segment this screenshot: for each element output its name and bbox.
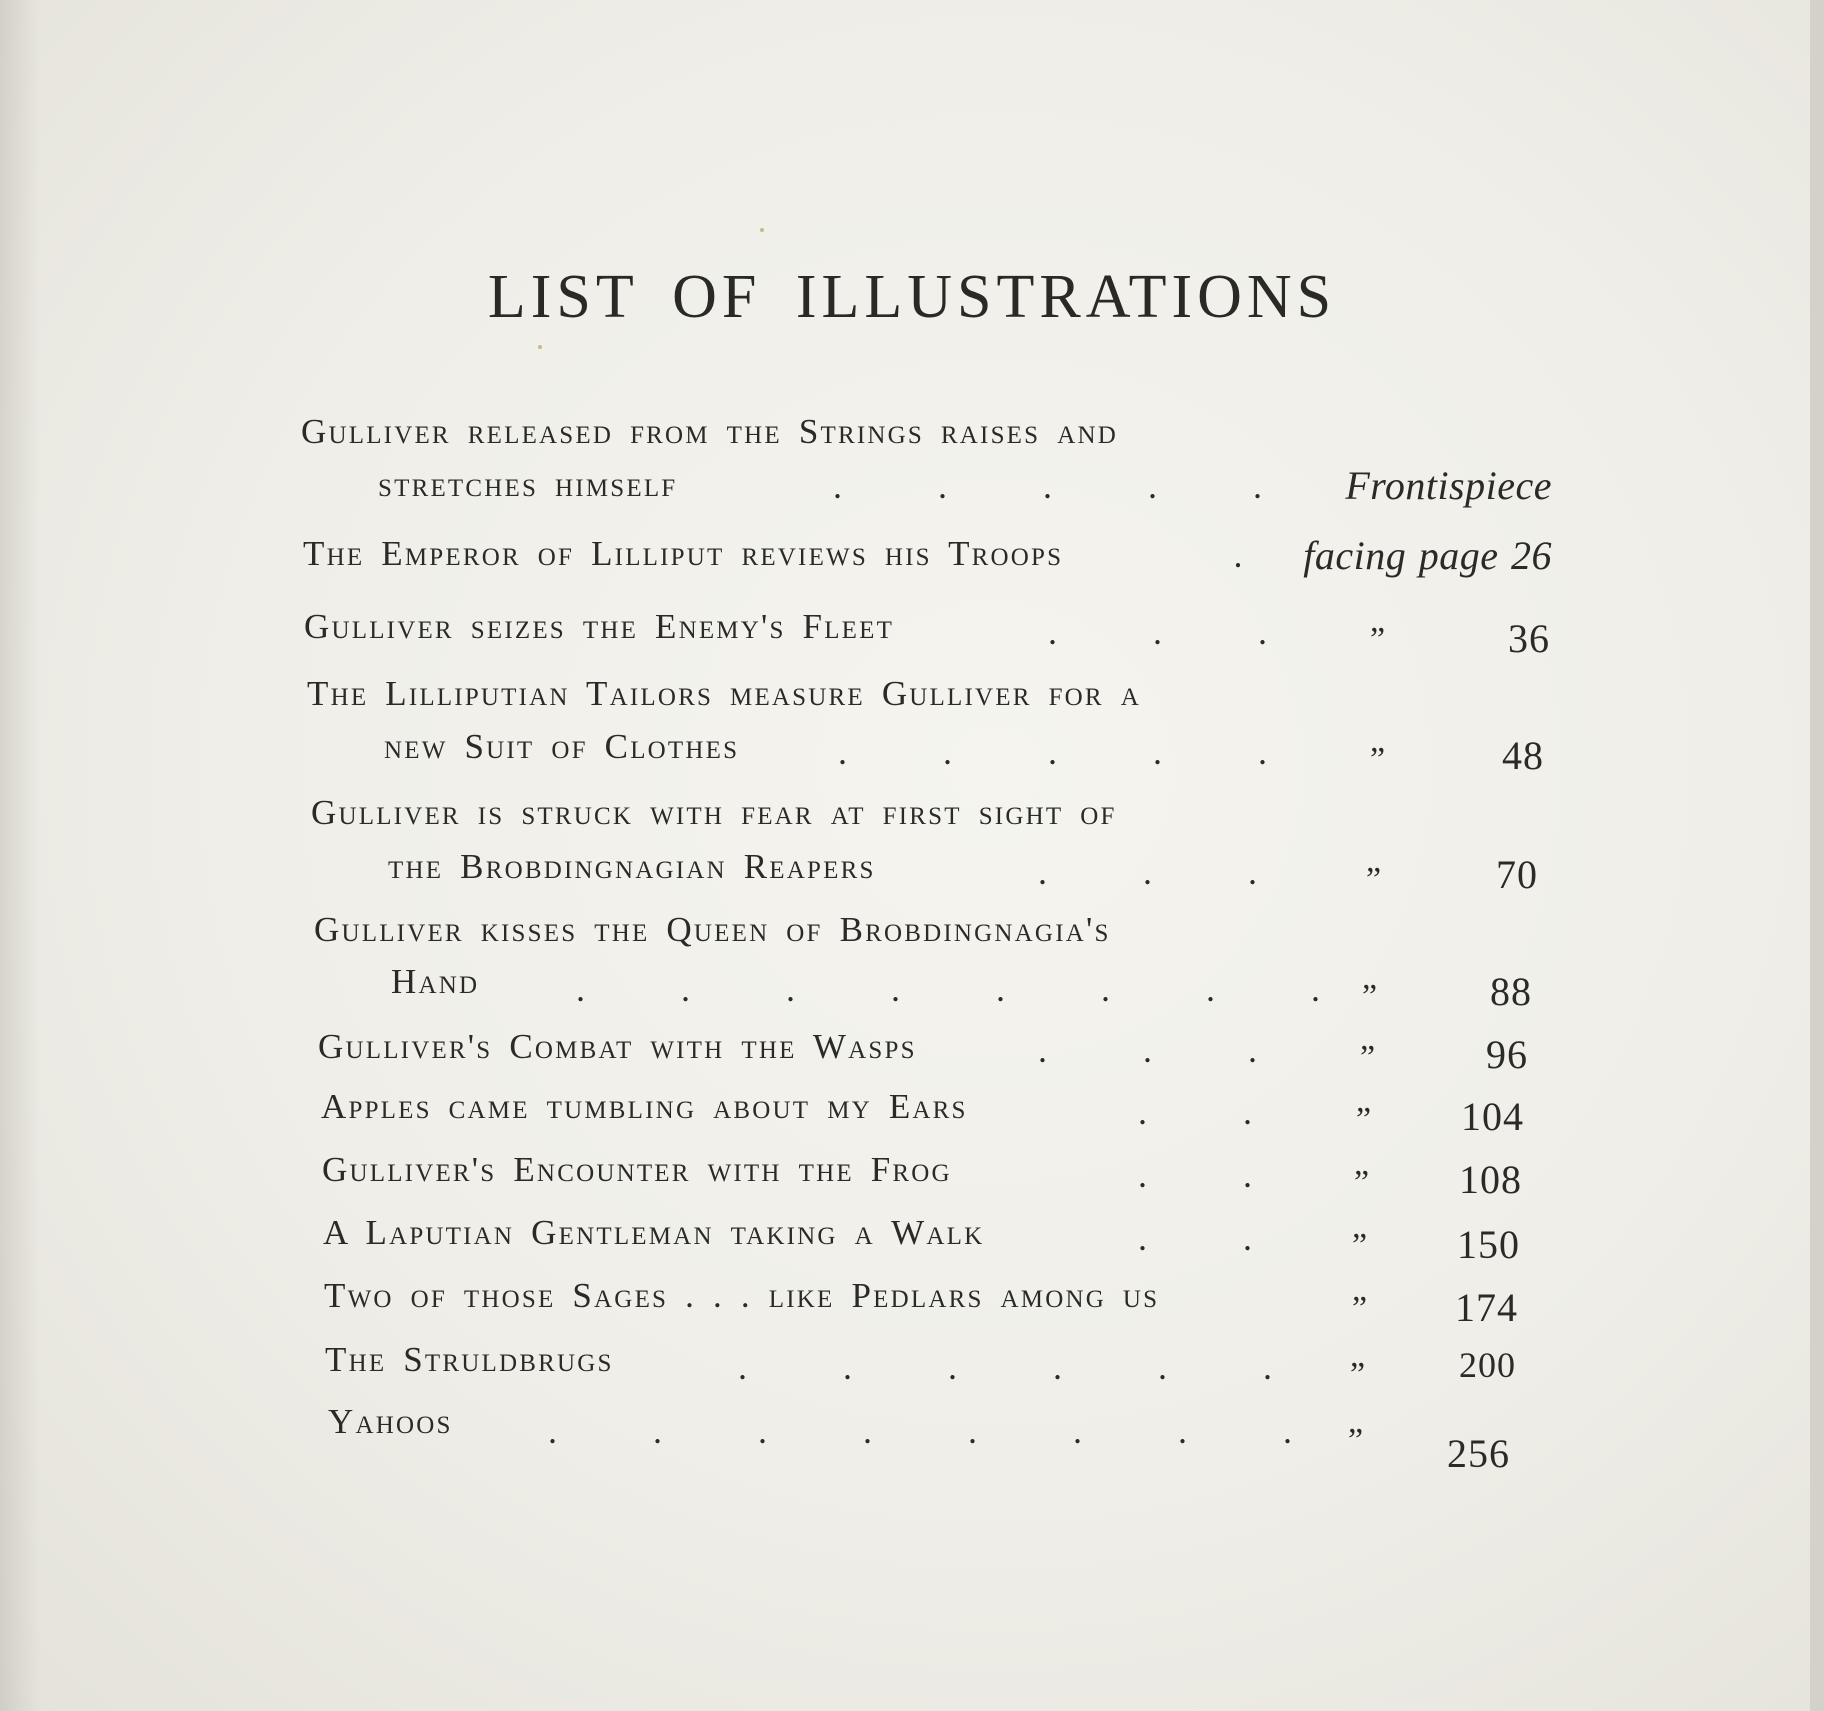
entry-title-line2: stretches himself (378, 465, 678, 504)
ditto-mark: ” (1354, 1164, 1368, 1201)
ditto-mark: ” (1352, 1290, 1366, 1327)
entry-title-line1: Yahoos (328, 1402, 453, 1441)
leader-dots: . . . . . (833, 466, 1262, 506)
page-reference: 150 (1457, 1222, 1520, 1267)
leader-dots: . . . (1038, 852, 1257, 892)
ditto-mark: ” (1348, 1422, 1362, 1459)
leader-dots: . . (1138, 1155, 1252, 1195)
page-reference: 48 (1502, 733, 1544, 778)
page-reference: 174 (1455, 1285, 1518, 1330)
entry-title-line1: Gulliver seizes the Enemy's Fleet (304, 607, 895, 646)
page-reference: 108 (1459, 1157, 1522, 1202)
entry-title-line1: Gulliver is struck with fear at first sight of (311, 793, 1117, 832)
page-reference: 256 (1447, 1431, 1510, 1476)
entry-title-line2: new Suit of Clothes (384, 727, 740, 766)
paper-speck (538, 345, 542, 349)
entry-title-line1: The Lilliputian Tailors measure Gulliver for a (307, 674, 1142, 713)
leader-dots: . . . (1038, 1030, 1257, 1070)
entry-title-line1: Gulliver kisses the Queen of Brobdingnagia's (314, 910, 1111, 949)
ditto-mark: ” (1360, 1039, 1374, 1076)
ditto-mark: ” (1352, 1227, 1366, 1264)
entry-title-line1: Gulliver released from the Strings raises and (301, 412, 1118, 451)
leader-dots: . . . . . . (738, 1347, 1272, 1387)
leader-dots: . . . . . . . . (576, 969, 1320, 1009)
page-reference: 88 (1490, 969, 1532, 1014)
leader-dots: . . . . . . . . (548, 1411, 1292, 1451)
page-reference: Frontispiece (1345, 463, 1552, 508)
ditto-mark: ” (1366, 861, 1380, 898)
page-edge-shadow (0, 0, 40, 1711)
page-reference: 104 (1461, 1094, 1524, 1139)
entry-title-line1: A Laputian Gentleman taking a Walk (323, 1213, 985, 1252)
page-reference: facing page 26 (1303, 533, 1552, 578)
page-title: LIST OF ILLUSTRATIONS (487, 263, 1337, 331)
entry-title-line2: Hand (391, 962, 480, 1001)
entry-title-line1: The Emperor of Lilliput reviews his Troops (303, 534, 1064, 573)
entry-title-line1: Apples came tumbling about my Ears (321, 1087, 968, 1126)
leader-dots: . . . . . (838, 732, 1267, 772)
entry-title-line1: Gulliver's Combat with the Wasps (318, 1027, 917, 1066)
entry-title-line1: Gulliver's Encounter with the Frog (322, 1150, 952, 1189)
entry-title-line1: The Struldbrugs (325, 1340, 614, 1379)
leader-dots: . . (1138, 1218, 1252, 1258)
entry-title-line1: Two of those Sages . . . like Pedlars among us (324, 1276, 1160, 1315)
ditto-mark: ” (1356, 1101, 1370, 1138)
page-reference: 200 (1459, 1345, 1516, 1385)
page-reference: 70 (1496, 852, 1538, 897)
ditto-mark: ” (1370, 621, 1384, 658)
paper-speck (760, 228, 764, 232)
entry-title-line2: the Brobdingnagian Reapers (388, 847, 876, 886)
page-reference: 36 (1508, 616, 1550, 661)
leader-dots: . . . (1048, 612, 1267, 652)
leader-dots: . . (1138, 1092, 1252, 1132)
ditto-mark: ” (1362, 978, 1376, 1015)
ditto-mark: ” (1350, 1356, 1364, 1393)
leader-dots: . (1233, 535, 1243, 575)
ditto-mark: ” (1370, 741, 1384, 778)
page-reference: 96 (1486, 1032, 1528, 1077)
